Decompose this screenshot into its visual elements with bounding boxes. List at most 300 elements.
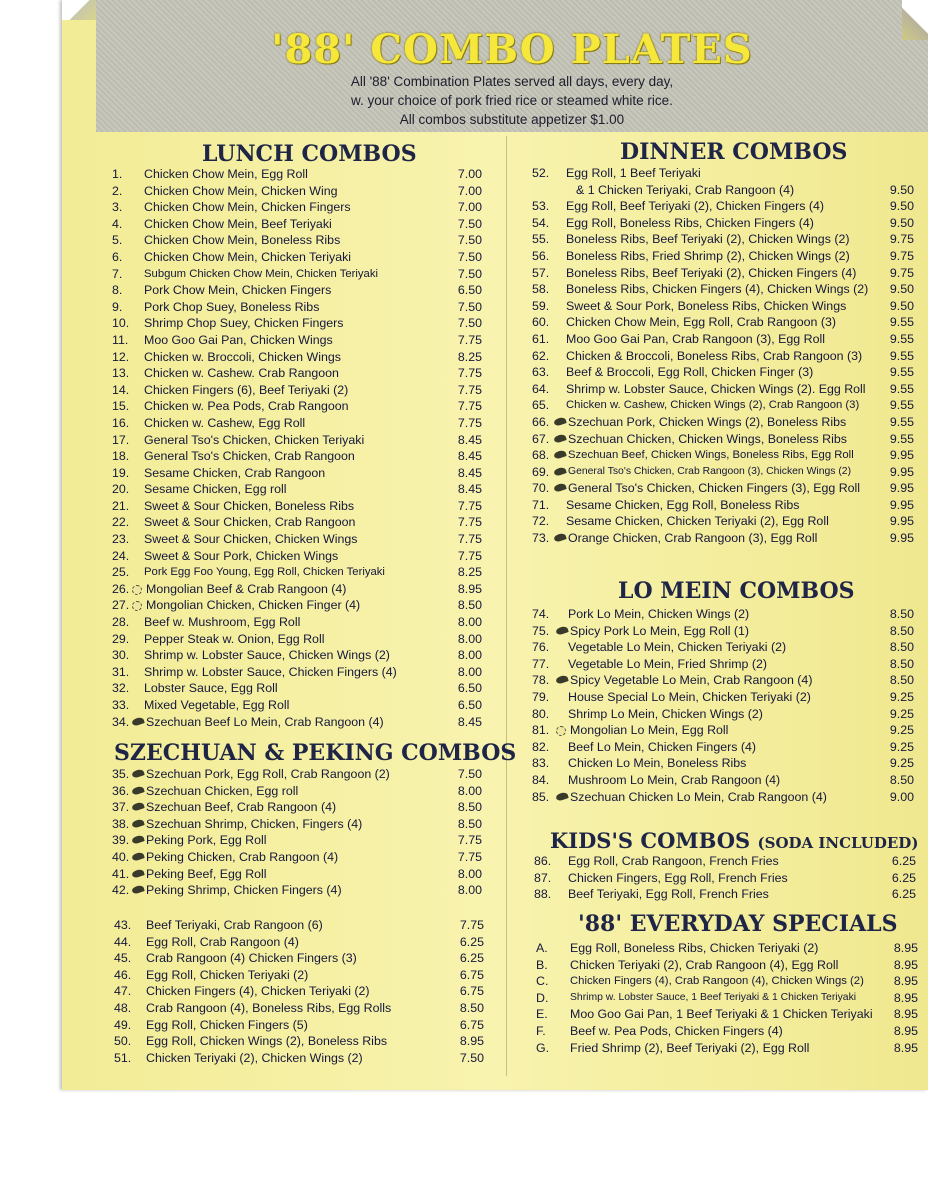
menu-item — [112, 415, 490, 432]
menu-item — [532, 722, 918, 739]
menu-item-price: 8.95 — [459, 1034, 484, 1049]
menu-item-number: 24. — [112, 548, 130, 563]
menu-item-number: 29. — [112, 631, 130, 646]
hot-pepper-icon — [131, 851, 145, 861]
menu-item-number: 83. — [532, 756, 550, 771]
menu-item — [536, 1040, 918, 1057]
menu-item-name: & 1 Chicken Teriyaki, Crab Rangoon (4) — [576, 182, 795, 197]
menu-item — [532, 281, 918, 298]
menu-item-name: Pork Chow Mein, Chicken Fingers — [144, 283, 332, 298]
menu-item — [112, 481, 490, 498]
szechuan-section-title: SZECHUAN & PEKING COMBOS — [114, 740, 517, 766]
kids-subtitle: (SODA INCLUDED) — [757, 834, 919, 852]
menu-item — [534, 853, 918, 870]
hot-pepper-icon — [131, 868, 145, 878]
menu-item — [532, 397, 918, 414]
menu-item-number: 12. — [112, 349, 130, 364]
menu-item-name: Chicken Chow Mein, Chicken Fingers — [144, 200, 351, 215]
menu-item-number: 77. — [532, 656, 550, 671]
menu-item-name: Sesame Chicken, Crab Rangoon — [144, 465, 326, 480]
menu-item-price: 7.75 — [457, 849, 482, 864]
menu-item-price: 8.00 — [457, 631, 482, 646]
menu-item — [114, 950, 490, 967]
hot-pepper-icon — [131, 785, 145, 795]
menu-item-number: 31. — [112, 664, 130, 679]
menu-item-name: Chicken w. Cashew, Chicken Wings (2), Crab Rangoon (3) — [566, 399, 860, 412]
everyday-list — [536, 940, 918, 1056]
menu-item — [112, 664, 490, 681]
menu-item-number: 49. — [114, 1017, 132, 1032]
menu-item-number: 28. — [112, 615, 130, 630]
menu-item-price: 8.50 — [889, 656, 914, 671]
menu-item — [112, 315, 490, 332]
header-line-3: All combos substitute appetizer $1.00 — [399, 112, 625, 127]
menu-item-price: 7.50 — [457, 249, 482, 264]
menu-item-name: Sweet & Sour Chicken, Boneless Ribs — [144, 498, 355, 513]
menu-item — [112, 199, 490, 216]
menu-item-price: 7.75 — [457, 382, 482, 397]
menu-item-number: 48. — [114, 1000, 132, 1015]
menu-item-number: D. — [536, 990, 549, 1005]
menu-item-price: 8.95 — [893, 1040, 918, 1055]
mongolian-sun-icon — [132, 585, 142, 595]
page-title: '88' COMBO PLATES — [271, 26, 753, 73]
hot-pepper-icon — [553, 466, 567, 476]
menu-item — [532, 672, 918, 689]
menu-item-number: 41. — [112, 866, 130, 881]
menu-item-price: 8.25 — [457, 565, 482, 580]
menu-item-price: 8.95 — [893, 941, 918, 955]
menu-item-price: 7.50 — [457, 233, 482, 248]
menu-item — [536, 973, 918, 990]
menu-item — [114, 1017, 490, 1034]
menu-item — [536, 990, 918, 1007]
menu-item — [112, 398, 490, 415]
menu-item — [112, 680, 490, 697]
menu-item-price: 9.50 — [889, 182, 914, 197]
menu-item-number: 68. — [532, 448, 550, 463]
menu-item-number: 40. — [112, 849, 130, 864]
menu-item-number: 11. — [112, 332, 129, 347]
menu-item-price: 6.75 — [459, 984, 484, 999]
menu-item-name: Pork Egg Foo Young, Egg Roll, Chicken Teriyaki — [144, 566, 385, 579]
menu-item — [112, 448, 490, 465]
menu-item-name: House Special Lo Mein, Chicken Teriyaki (2) — [568, 689, 811, 704]
menu-item-name: Shrimp Chop Suey, Chicken Fingers — [144, 316, 344, 331]
menu-item — [112, 849, 490, 866]
menu-item — [114, 967, 490, 984]
menu-item-number: 69. — [532, 464, 550, 479]
menu-item-number: F. — [536, 1023, 546, 1038]
menu-item-name: Vegetable Lo Mein, Fried Shrimp (2) — [568, 656, 768, 671]
menu-item — [532, 789, 918, 806]
menu-item — [532, 431, 918, 448]
menu-item-name: Szechuan Shrimp, Chicken, Fingers (4) — [146, 816, 363, 831]
menu-item-price: 8.95 — [893, 990, 918, 1005]
menu-item-name: Mongolian Chicken, Chicken Finger (4) — [146, 598, 361, 613]
menu-item-name: Chicken Chow Mein, Beef Teriyaki — [144, 216, 332, 231]
menu-item-name: Peking Beef, Egg Roll — [146, 866, 267, 881]
menu-item-name: Vegetable Lo Mein, Chicken Teriyaki (2) — [568, 640, 787, 655]
menu-item-price: 8.95 — [457, 581, 482, 596]
menu-item-number: 47. — [114, 984, 132, 999]
menu-item — [532, 497, 918, 514]
hot-pepper-icon — [555, 791, 569, 801]
menu-item-price: 8.50 — [457, 800, 482, 815]
menu-item — [112, 548, 490, 565]
menu-item-price: 8.00 — [457, 866, 482, 881]
menu-item-number: 87. — [534, 870, 552, 885]
everyday-section-title: '88' EVERYDAY SPECIALS — [578, 911, 898, 937]
menu-item-price: 9.95 — [889, 464, 914, 479]
menu-item — [532, 513, 918, 530]
menu-item — [114, 934, 490, 951]
lomein-section-title: LO MEIN COMBOS — [618, 578, 855, 604]
dinner-section-title: DINNER COMBOS — [620, 139, 848, 165]
menu-item — [114, 1033, 490, 1050]
menu-item-name: Shrimp w. Lobster Sauce, Chicken Wings (2). Egg Roll — [566, 381, 866, 396]
menu-item-name: Pork Lo Mein, Chicken Wings (2) — [568, 607, 750, 621]
menu-item-name: General Tso's Chicken, Crab Rangoon — [144, 449, 355, 464]
menu-item — [532, 739, 918, 756]
menu-item-name: Pepper Steak w. Onion, Egg Roll — [144, 631, 325, 646]
lunch-section-title: LUNCH COMBOS — [202, 141, 417, 167]
menu-item-name: Chicken Teriyaki (2), Chicken Wings (2) — [146, 1050, 363, 1065]
menu-item-name: Boneless Ribs, Beef Teriyaki (2), Chicken Fingers (4) — [566, 265, 857, 280]
menu-item-name: Szechuan Beef, Chicken Wings, Boneless Ribs, Egg Roll — [568, 449, 854, 462]
menu-item-price: 9.25 — [889, 756, 914, 771]
menu-item-price: 9.95 — [889, 514, 914, 529]
hot-pepper-icon — [553, 483, 567, 493]
hot-pepper-icon — [555, 675, 569, 685]
menu-item-name: Chicken Fingers (4), Crab Rangoon (4), Chicken Wings (2) — [570, 975, 864, 988]
menu-item — [112, 382, 490, 399]
menu-item-price: 6.25 — [891, 854, 916, 868]
menu-item-number: 22. — [112, 515, 130, 530]
menu-item — [532, 639, 918, 656]
lomein-list — [532, 606, 918, 805]
menu-item-name: Peking Pork, Egg Roll — [146, 833, 267, 848]
menu-item — [532, 623, 918, 640]
menu-item-number: 3. — [112, 200, 123, 215]
menu-item-number: 5. — [112, 233, 123, 248]
menu-item-price: 6.25 — [459, 951, 484, 966]
menu-item-number: 55. — [532, 232, 550, 247]
menu-item-name: Egg Roll, 1 Beef Teriyaki — [566, 166, 701, 180]
menu-item — [532, 530, 918, 547]
mongolian-sun-icon — [132, 601, 142, 611]
menu-item-name: Sweet & Sour Pork, Boneless Ribs, Chicken Wings — [566, 298, 847, 313]
menu-item-number: 43. — [114, 918, 132, 932]
menu-item-number: G. — [536, 1040, 550, 1055]
menu-item-number: 65. — [532, 398, 550, 413]
menu-item-price: 9.50 — [889, 282, 914, 297]
menu-item-price: 7.50 — [459, 1050, 484, 1065]
menu-item-price: 9.55 — [889, 398, 914, 413]
menu-item-price: 7.75 — [457, 399, 482, 414]
menu-item — [532, 772, 918, 789]
menu-item-price: 7.75 — [457, 498, 482, 513]
menu-item-number: 53. — [532, 199, 550, 214]
menu-item-name: Egg Roll, Boneless Ribs, Chicken Fingers (4) — [566, 215, 814, 230]
menu-item-number: 19. — [112, 465, 130, 480]
menu-item-price: 7.75 — [457, 548, 482, 563]
menu-item-name: Beef Teriyaki, Crab Rangoon (6) — [146, 918, 323, 932]
mongolian-sun-icon — [556, 726, 566, 736]
menu-item-name: Crab Rangoon (4), Boneless Ribs, Egg Rolls — [146, 1000, 392, 1015]
menu-item-number: 9. — [112, 299, 123, 314]
menu-item-price: 8.45 — [457, 432, 482, 447]
menu-item — [532, 364, 918, 381]
szechuan-list — [112, 766, 490, 899]
menu-item-name: Moo Goo Gai Pan, Crab Rangoon (3), Egg Roll — [566, 331, 825, 346]
menu-item-number: 50. — [114, 1034, 132, 1049]
menu-item-name: Orange Chicken, Crab Rangoon (3), Egg Roll — [568, 531, 818, 546]
misc-combo-list — [114, 917, 490, 1066]
menu-item-number: 37. — [112, 800, 130, 815]
menu-item — [112, 597, 490, 614]
menu-item-number: 18. — [112, 449, 130, 464]
menu-item-name: Chicken & Broccoli, Boneless Ribs, Crab Rangoon (3) — [566, 348, 863, 363]
menu-item-number: 74. — [532, 607, 550, 621]
menu-item-name: General Tso's Chicken, Crab Rangoon (3), Chicken Wings (2) — [568, 465, 852, 477]
menu-item-number: 30. — [112, 648, 130, 663]
menu-item-name: Beef Teriyaki, Egg Roll, French Fries — [568, 887, 769, 902]
menu-item — [536, 940, 918, 957]
menu-item-price: 9.50 — [889, 215, 914, 230]
menu-item-price: 9.55 — [889, 414, 914, 429]
menu-item-price: 9.25 — [889, 723, 914, 738]
menu-item-number: 27. — [112, 598, 130, 613]
menu-item — [112, 232, 490, 249]
menu-item-number: A. — [536, 941, 548, 955]
menu-item — [112, 299, 490, 316]
menu-item-price: 8.00 — [457, 783, 482, 798]
menu-item-name: Szechuan Chicken, Chicken Wings, Boneless Ribs — [568, 431, 847, 446]
menu-item-price: 7.75 — [457, 332, 482, 347]
menu-item — [536, 1023, 918, 1040]
kids-list — [534, 853, 918, 903]
menu-item — [114, 1000, 490, 1017]
menu-item-name: Chicken Fingers (6), Beef Teriyaki (2) — [144, 382, 349, 397]
menu-item-name: Mongolian Lo Mein, Egg Roll — [570, 723, 729, 738]
menu-item — [112, 498, 490, 515]
menu-item-number: 10. — [112, 316, 130, 331]
menu-item — [536, 957, 918, 974]
menu-item-price: 8.95 — [893, 974, 918, 989]
menu-item-number: 82. — [532, 739, 550, 754]
paper-fold-corner — [62, 0, 96, 20]
menu-item — [112, 882, 490, 899]
menu-item-price: 7.75 — [457, 833, 482, 848]
menu-item — [532, 480, 918, 497]
menu-item-number: 13. — [112, 366, 130, 381]
menu-item-price: 7.00 — [457, 200, 482, 215]
menu-item-name: Chicken Chow Mein, Egg Roll, Crab Rangoon (3) — [566, 315, 836, 330]
menu-item-price: 8.50 — [459, 1000, 484, 1015]
menu-item-price: 7.50 — [457, 767, 482, 781]
menu-item-number: C. — [536, 974, 549, 989]
hot-pepper-icon — [553, 449, 567, 459]
menu-item-number: 73. — [532, 531, 550, 546]
menu-item-number: 2. — [112, 183, 123, 198]
menu-item-price: 8.95 — [893, 1007, 918, 1022]
menu-item — [112, 631, 490, 648]
menu-item-name: Shrimp w. Lobster Sauce, Chicken Fingers (4) — [144, 664, 397, 679]
menu-item-name: Mongolian Beef & Crab Rangoon (4) — [146, 581, 347, 596]
menu-item-name: Mixed Vegetable, Egg Roll — [144, 698, 290, 712]
menu-item — [536, 1006, 918, 1023]
menu-item-price: 9.55 — [889, 431, 914, 446]
menu-item — [532, 348, 918, 365]
menu-item-number: 51. — [114, 1050, 132, 1065]
menu-item-number: 21. — [112, 498, 130, 513]
menu-item-number: 79. — [532, 689, 550, 704]
hot-pepper-icon — [553, 433, 567, 443]
menu-item-price: 9.25 — [889, 739, 914, 754]
menu-item-name: Spicy Vegetable Lo Mein, Crab Rangoon (4) — [570, 673, 813, 688]
menu-item-number: 33. — [112, 698, 130, 712]
menu-item-number: 63. — [532, 365, 550, 380]
menu-item — [532, 265, 918, 282]
menu-item — [532, 414, 918, 431]
menu-item-name: Crab Rangoon (4) Chicken Fingers (3) — [146, 951, 357, 966]
menu-item-number: 86. — [534, 854, 552, 868]
menu-item-number: 72. — [532, 514, 550, 529]
menu-item — [532, 314, 918, 331]
menu-item — [114, 1050, 490, 1067]
menu-item — [534, 870, 918, 887]
menu-item-number: 60. — [532, 315, 550, 330]
menu-item-number: 58. — [532, 282, 550, 297]
menu-item-price: 8.00 — [457, 648, 482, 663]
menu-item — [112, 365, 490, 382]
menu-item-price: 9.50 — [889, 199, 914, 214]
menu-item-price: 8.00 — [457, 883, 482, 898]
menu-item-name: Chicken Chow Mein, Egg Roll — [144, 167, 308, 181]
menu-item-price: 6.75 — [459, 967, 484, 982]
menu-item — [532, 606, 918, 623]
lunch-list — [112, 166, 490, 730]
menu-item — [534, 886, 918, 903]
menu-item-number: 61. — [532, 331, 550, 346]
menu-item-number: 67. — [532, 431, 550, 446]
menu-item-number: 52. — [532, 166, 550, 180]
menu-item-name: Boneless Ribs, Beef Teriyaki (2), Chicken Wings (2) — [566, 232, 850, 247]
menu-item-price: 6.25 — [459, 934, 484, 949]
menu-item-name: Egg Roll, Chicken Teriyaki (2) — [146, 967, 309, 982]
menu-item-name: Chicken Chow Mein, Chicken Wing — [144, 183, 338, 198]
menu-item — [532, 689, 918, 706]
menu-item-price: 7.00 — [457, 183, 482, 198]
menu-item-price: 7.75 — [457, 366, 482, 381]
menu-item-price: 6.25 — [891, 870, 916, 885]
menu-item-number: 14. — [112, 382, 130, 397]
menu-item — [532, 381, 918, 398]
menu-item — [112, 564, 490, 581]
menu-item-name: Szechuan Pork, Chicken Wings (2), Boneless Ribs — [568, 414, 847, 429]
menu-item-number: 6. — [112, 249, 123, 264]
menu-item-name: Sweet & Sour Pork, Chicken Wings — [144, 548, 339, 563]
menu-item — [532, 198, 918, 215]
menu-item-name: Shrimp w. Lobster Sauce, Chicken Wings (2) — [144, 648, 390, 663]
menu-item — [112, 866, 490, 883]
menu-item-number: 44. — [114, 934, 132, 949]
menu-item-name: Sesame Chicken, Egg roll — [144, 482, 287, 497]
menu-item-name: Szechuan Beef, Crab Rangoon (4) — [146, 800, 337, 815]
hot-pepper-icon — [131, 884, 145, 894]
menu-item-name: Boneless Ribs, Chicken Fingers (4), Chicken Wings (2) — [566, 282, 869, 297]
header-line-2: w. your choice of pork fried rice or steamed white rice. — [351, 93, 673, 108]
menu-item-name: Chicken Chow Mein, Boneless Ribs — [144, 233, 341, 248]
menu-item — [532, 182, 918, 199]
menu-item-number: 64. — [532, 381, 550, 396]
menu-item-number: E. — [536, 1007, 548, 1022]
menu-item-number: 78. — [532, 673, 550, 688]
menu-item — [532, 298, 918, 315]
menu-item-number: 59. — [532, 298, 550, 313]
menu-item — [112, 697, 490, 714]
menu-item — [112, 783, 490, 800]
hot-pepper-icon — [553, 416, 567, 426]
menu-item — [114, 983, 490, 1000]
menu-item-price: 8.45 — [457, 482, 482, 497]
menu-item-name: Mushroom Lo Mein, Crab Rangoon (4) — [568, 772, 781, 787]
menu-item-name: Shrimp Lo Mein, Chicken Wings (2) — [568, 706, 763, 721]
menu-item — [112, 766, 490, 783]
menu-item — [112, 183, 490, 200]
menu-item-name: Szechuan Beef Lo Mein, Crab Rangoon (4) — [146, 714, 384, 729]
menu-item-number: 26. — [112, 581, 130, 596]
kids-section-title — [550, 828, 918, 853]
menu-item-price: 7.75 — [459, 918, 484, 932]
menu-item-price: 6.25 — [891, 887, 916, 902]
menu-item-name: Chicken w. Cashew, Egg Roll — [144, 415, 306, 430]
menu-item-name: Moo Goo Gai Pan, 1 Beef Teriyaki & 1 Chicken Teriyaki — [570, 1007, 873, 1022]
menu-item — [532, 248, 918, 265]
menu-item-name: General Tso's Chicken, Chicken Teriyaki — [144, 432, 365, 447]
menu-item — [532, 231, 918, 248]
menu-item-number: 71. — [532, 497, 550, 512]
menu-item-price: 8.50 — [889, 640, 914, 655]
menu-item — [532, 656, 918, 673]
menu-item-name: Szechuan Pork, Egg Roll, Crab Rangoon (2) — [146, 767, 390, 781]
menu-item-price: 8.50 — [457, 598, 482, 613]
menu-item-number: 80. — [532, 706, 550, 721]
menu-item-price: 8.00 — [457, 615, 482, 630]
menu-item-name: Shrimp w. Lobster Sauce, 1 Beef Teriyaki & 1 Chicken Teriyaki — [570, 991, 857, 1003]
menu-item-name: Egg Roll, Chicken Fingers (5) — [146, 1017, 308, 1032]
menu-item-price: 9.55 — [889, 381, 914, 396]
menu-item — [112, 799, 490, 816]
menu-item-number: B. — [536, 957, 548, 972]
menu-item-number: 45. — [114, 951, 132, 966]
menu-item-price: 6.50 — [457, 681, 482, 696]
menu-item-number: 42. — [112, 883, 130, 898]
menu-item-number: 17. — [112, 432, 130, 447]
menu-item-name: Chicken Fingers (4), Chicken Teriyaki (2) — [146, 984, 370, 999]
menu-item — [112, 816, 490, 833]
menu-item — [112, 266, 490, 283]
menu-item-number: 35. — [112, 767, 130, 781]
menu-item-price: 9.55 — [889, 348, 914, 363]
menu-item-number: 16. — [112, 415, 130, 430]
menu-item-number: 84. — [532, 772, 550, 787]
column-divider — [506, 136, 507, 1076]
header-line-1: All '88' Combination Plates served all days, every day, — [350, 74, 674, 89]
menu-item-price: 7.00 — [457, 167, 482, 181]
menu-item-number: 56. — [532, 248, 550, 263]
